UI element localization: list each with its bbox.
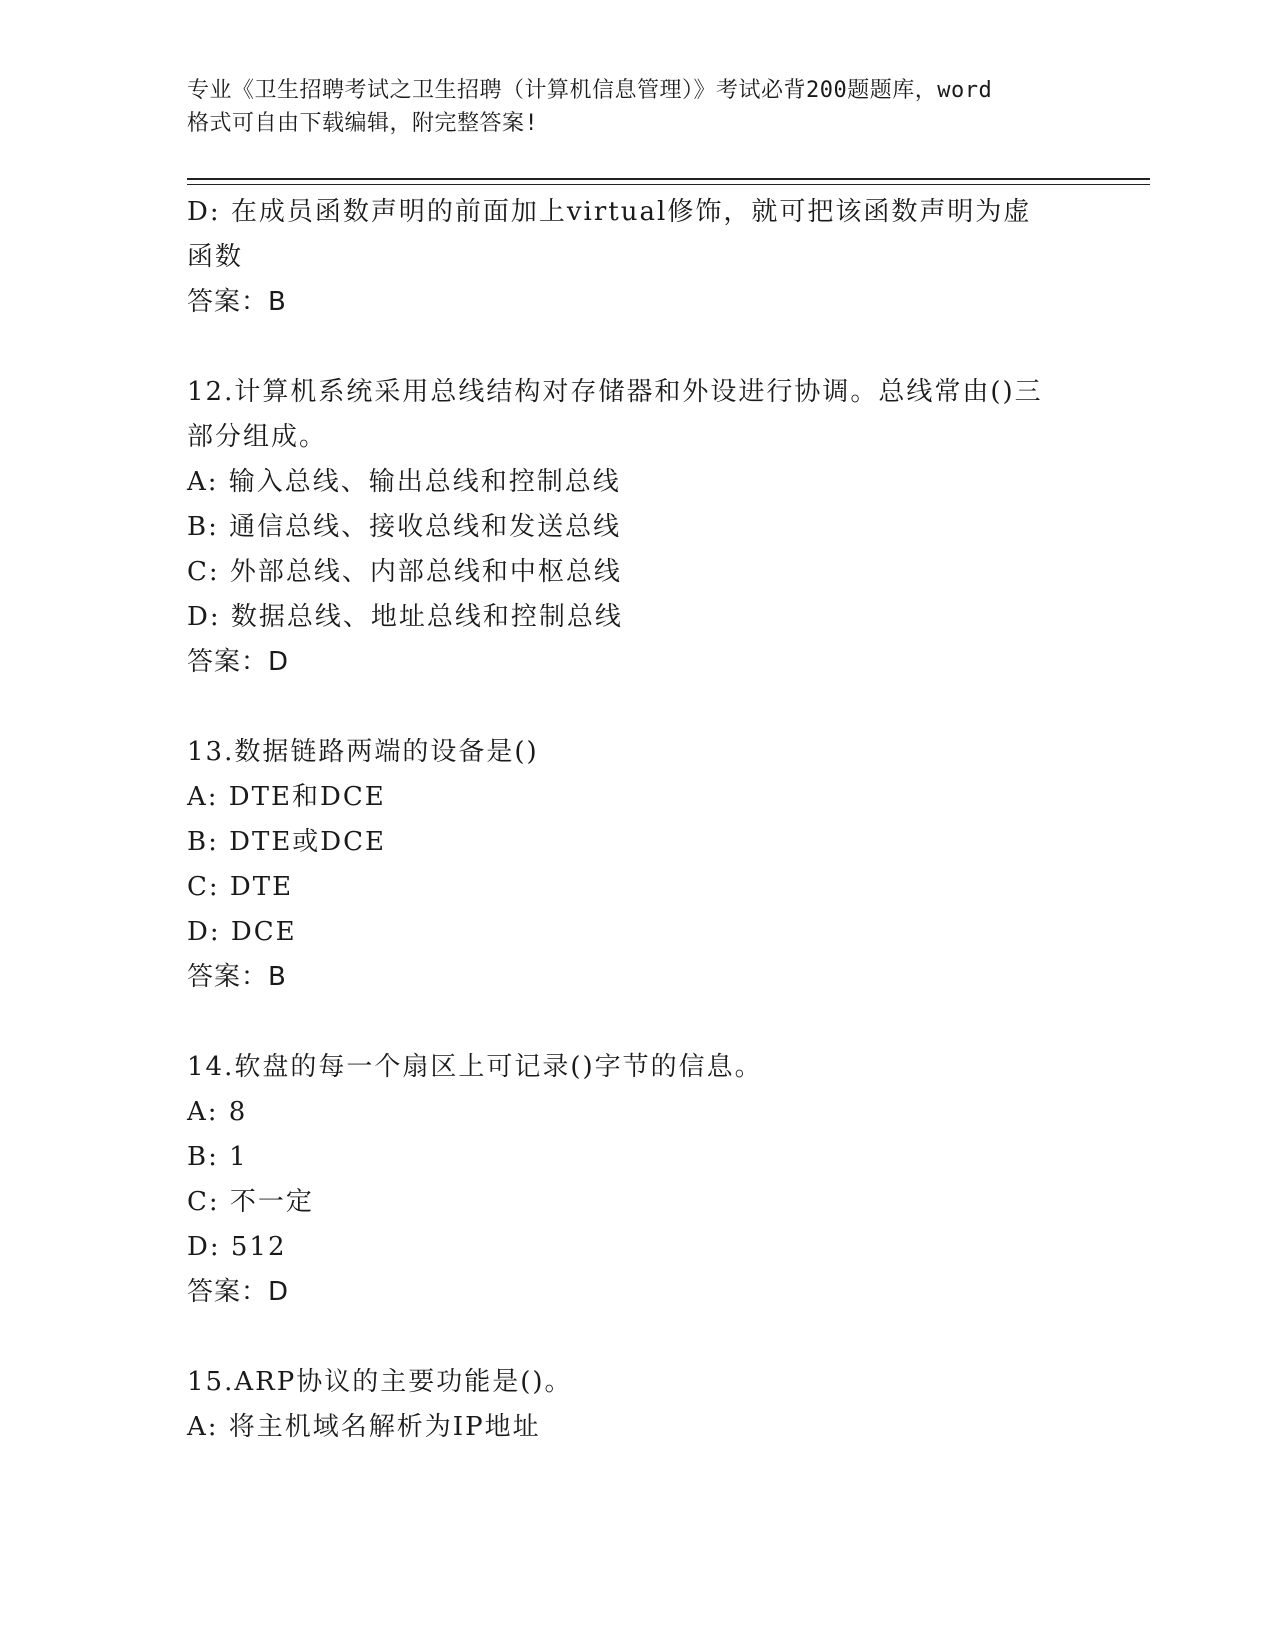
question-item: [187, 730, 1087, 1000]
answer-line: 答案：D: [187, 647, 290, 677]
option-d: D: DCE: [187, 917, 297, 947]
header-divider: [187, 178, 1150, 185]
spacer: [187, 1315, 1087, 1360]
header-line-2: 格式可自由下载编辑，附完整答案!: [187, 111, 539, 136]
option-d: D: 512: [187, 1232, 287, 1262]
option-c: C: DTE: [187, 872, 294, 902]
answer-line: 答案：B: [187, 962, 287, 992]
question-list: [187, 190, 1087, 1450]
spacer: [187, 325, 1087, 370]
spacer: [187, 1000, 1087, 1045]
question-item: [187, 190, 1087, 325]
question-item: [187, 370, 1087, 685]
option-d: D: 在成员函数声明的前面加上virtual修饰，就可把该函数声明为虚: [187, 197, 1032, 227]
option-a: A: DTE和DCE: [187, 782, 386, 812]
answer-line: 答案：D: [187, 1277, 290, 1307]
question-item: [187, 1045, 1087, 1315]
option-b: B: DTE或DCE: [187, 827, 387, 857]
option-d-continued: 函数: [187, 242, 244, 272]
option-a: A: 输入总线、输出总线和控制总线: [187, 467, 621, 497]
header-line-1: 专业《卫生招聘考试之卫生招聘（计算机信息管理）》考试必背200题题库，word: [187, 78, 993, 103]
option-c: C: 不一定: [187, 1187, 314, 1217]
question-text: 12.计算机系统采用总线结构对存储器和外设进行协调。总线常由()三: [187, 377, 1043, 407]
option-a: A: 8: [187, 1097, 248, 1127]
answer-line: 答案：B: [187, 287, 287, 317]
spacer: [187, 685, 1087, 730]
question-item: [187, 1360, 1087, 1450]
option-d: D: 数据总线、地址总线和控制总线: [187, 602, 623, 632]
question-text-continued: 部分组成。: [187, 422, 328, 452]
question-text: 14.软盘的每一个扇区上可记录()字节的信息。: [187, 1052, 763, 1082]
option-b: B: 通信总线、接收总线和发送总线: [187, 512, 622, 542]
option-c: C: 外部总线、内部总线和中枢总线: [187, 557, 622, 587]
document-header: [187, 74, 1087, 140]
option-b: B: 1: [187, 1142, 248, 1172]
question-text: 15.ARP协议的主要功能是()。: [187, 1367, 573, 1397]
question-text: 13.数据链路两端的设备是(): [187, 737, 539, 767]
option-a: A: 将主机域名解析为IP地址: [187, 1412, 541, 1442]
